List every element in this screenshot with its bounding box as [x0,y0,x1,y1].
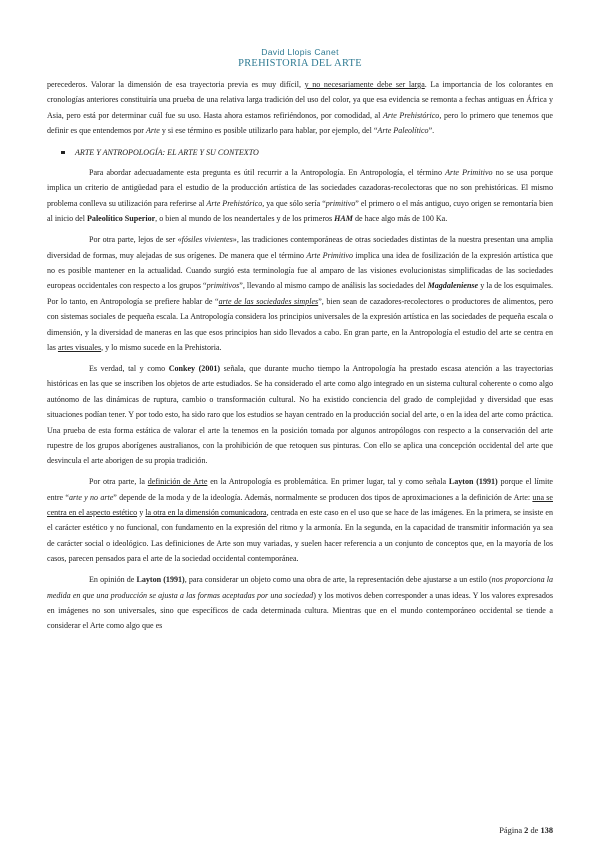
text-run: Layton (1991) [448,477,498,487]
text-run: en la Antropología es problemática. En primer lugar, tal y como señala [207,477,449,487]
text-run: no se usa porque implica un criterio de antigüedad para el estudio de la producción artística de las sociedades cazadoras-recolectoras que no son prehistóricas. El mismo problema conlleva su utilización para referirse al [47,168,554,208]
paragraph [47,572,553,634]
text-run: Arte Prehistórico [206,198,263,208]
total-pages: 138 [540,826,553,835]
text-run: , o bien al mundo de los neandertales y de los primeros [155,214,335,224]
text-run: ”, bien sean de cazadores-recolectores o productores de alimentos, pero con sistemas sociales de pequeña escala. La Antropología considera los principios universales de la expresión artística en las sociedades de pequeña escala o dimensión, y la diversidad de maneras en las que esos principios han sido llevados a cabo. En gran parte, en la Antropología el estudio del arte se centra en las [47,296,553,352]
page-label: Página [499,826,523,835]
bullet-icon [61,151,65,155]
text-run: Arte Primitivo [306,250,354,260]
paragraph [47,232,553,355]
text-run: , y lo mismo sucede en la Prehistoria. [101,343,222,352]
text-run: Por otra parte, lejos de ser « [89,235,182,245]
text-run: la otra en la dimensión comunicadora [145,508,267,518]
text-run: Paleolítico Superior [87,214,156,224]
text-run: nos proporciona la medida en que una producción se ajusta a las formas aceptadas por una sociedad [47,575,554,600]
paragraph [47,361,553,469]
text-run: Arte [146,126,160,136]
text-run: ” depende de la moda y de la ideología. Además, normalmente se producen dos tipos de aproximaciones a la definición de Arte: [113,492,533,502]
page-header [0,47,600,70]
text-run: En opinión de [89,575,137,585]
text-run: y [137,508,146,518]
text-run: Arte Paleolítico [377,126,429,136]
text-run: señala, que durante mucho tiempo la Antropología ha prestado escasa atención a las trayectorias históricas en las que se inscriben los objetos de arte estudiados. Se ha considerado el arte como algo integrado en un sistema cultural coherente o como algo autónomo de las dinámicas de ruptura, cambio o transformación cultural. No ha existido conciencia del grado de complejidad y diversidad que esas situaciones podían tener. Y por todo esto, ha sido raro que los estudios se hayan centrado en la producción social del arte, o en la idea del arte como práctica. Una prueba de esta forma estática de valorar el arte la tenemos en la posición tomada por algunos antropólogos con respecto a la conservación del arte rupestre de los grupos aborígenes australianos, con la prohibición de que retoquen sus pinturas. Con ello se aplica una concepción occidental del arte que desvincula el arte aborigen de su propia tradición. [47,363,553,466]
text-run: arte y no arte [68,492,114,502]
text-run: . La importancia de los colorantes en cronologías anteriores constituiría una prueba de una relativa larga tradición del uso del color, ya que esa evidencia se remonta a fechas antiguas en África y Asia, pero está por determinar cuál fue su uso. Hasta ahora estamos refiriéndonos, por comodidad, al [47,80,553,120]
text-run: artes visuales [57,343,102,352]
text-run: perecederos. Valorar la dimensión de esa trayectoria previa es muy difícil, [47,80,305,89]
document-title: PREHISTORIA DEL ARTE [238,58,362,69]
text-run: primitivo [325,198,356,208]
text-run: y la de los esquimales. Por lo tanto, en Antropología se prefiere hablar de “ [47,281,553,306]
page-footer [499,826,553,835]
text-run: y si ese término es posible utilizarlo para hablar, por ejemplo, del “ [159,126,378,136]
text-run: Arte Prehistórico [382,110,440,120]
text-run: Para abordar adecuadamente esta pregunta es útil recurrir a la Antropología. En Antropología, el término [89,168,446,178]
text-run: HAM [334,214,353,224]
section-paragraphs [47,165,553,634]
of-label: de [530,826,539,835]
text-run: porque el límite entre “ [47,477,554,502]
text-run: Magdaleniense [427,281,479,291]
text-run: una se centra en el aspecto estético [47,492,553,518]
section-heading-text: ARTE Y ANTROPOLOGÍA: EL ARTE Y SU CONTEXTO [75,147,259,157]
body-text [47,77,553,639]
text-run: primitivos [206,281,240,291]
text-run: definición de Arte [147,477,208,487]
author-name: David Llopis Canet [261,47,339,57]
text-run: ” el primero o el más antiguo, cuyo origen se remontaría bien al inicio del [47,198,553,224]
text-run: , ya que sólo sería “ [262,198,326,208]
text-run: Arte Primitivo [445,168,493,178]
paragraph [47,77,553,139]
text-run: Por otra parte, la [89,477,148,487]
intro-paragraphs [47,77,553,139]
text-run: », las tradiciones contemporáneas de otras sociedades distintas de la nuestra presentan una amplia diversidad de formas, muy alejadas de sus orígenes. De manera que el término [47,235,553,260]
text-run: , para considerar un objeto como una obra de arte, la representación debe ajustarse a un estilo ( [184,575,492,585]
text-run: implica una idea de fosilización de la expresión artística que no es posible mantener en la actualidad. Cuando surgió esta terminología fue al amparo de las visiones evolucionistas simplificadas de las sociedades europeas occidentales con respecto a los grupos “ [47,250,553,291]
text-run: fósiles vivientes [181,235,233,245]
page-number: 2 [524,826,529,835]
text-run: Layton (1991) [136,575,185,585]
text-run: , pero lo primero que tenemos que definir es que entendemos por [47,110,553,136]
text-run: Es verdad, tal y como [89,363,169,373]
paragraph [47,165,553,227]
paragraph [47,474,553,566]
text-run: ) y los motivos deben corresponder a unas ideas. Y los valores expresados en imágenes no son universales, sino que específicos de cada determinada cultura. Mientras que en el mundo contemporáneo occidental se tiende a considerar el Arte como algo que es [47,590,554,631]
text-run: Conkey (2001) [168,363,221,373]
text-run: arte de las sociedades simples [218,296,319,306]
text-run: , centrada en este caso en el uso que se hace de las imágenes. En la primera, se insiste en el carácter estético y no funcional, con fundamento en la expresión del ritmo y la armonía. En la segunda, en la capacidad de transmitir información ya sea de carácter social o ideológico. Las definiciones de Arte son muy variadas, y suelen hacer referencia a un conjunto de conceptos que, en la mayoría de los casos, parecen pensados para el arte de la sociedad occidental contemporánea. [47,508,554,564]
section-heading [75,145,553,160]
text-run: ”, llevando al mismo campo de análisis las sociedades del [239,281,428,291]
text-run: de hace algo más de 100 Ka. [352,214,448,224]
text-run: ”. [428,126,435,136]
text-run: y no necesariamente debe ser larga [304,80,425,89]
